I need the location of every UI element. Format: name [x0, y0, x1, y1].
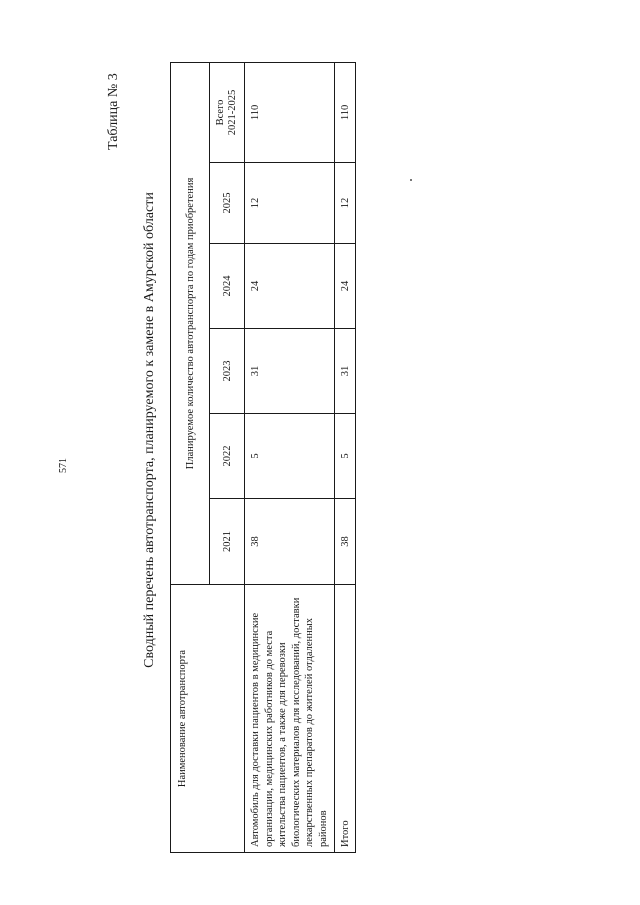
header-year: 2025: [210, 163, 245, 244]
itogo-label: Итого: [335, 585, 356, 853]
value-cell: 24: [245, 244, 335, 329]
header-total: [210, 62, 245, 162]
value-cell: 5: [245, 414, 335, 499]
header-year: 2021: [210, 499, 245, 585]
table-row: [245, 62, 335, 852]
itogo-value-cell: 31: [335, 329, 356, 414]
document-title: Сводный перечень автотранспорта, планируемого к замене в Амурской области: [142, 192, 157, 668]
table-total-row: [335, 62, 356, 852]
itogo-total-cell: 110: [335, 62, 356, 162]
table-label: Таблица № 3: [106, 73, 121, 150]
itogo-value-cell: 38: [335, 499, 356, 585]
header-planned-quantity: Планируемое количество автотранспорта по годам приобретения: [171, 62, 210, 584]
header-total-line1: Всего: [215, 99, 226, 126]
value-cell: 38: [245, 499, 335, 585]
vehicle-description: Автомобиль для доставки пациентов в медицинские организации, медицинских работников до места жительства пациентов, а также для перевозки биологических материалов для исследований, доставки лекарственных препаратов до жителей отдаленных районов: [245, 585, 335, 853]
header-year: 2023: [210, 329, 245, 414]
header-vehicle-name: Наименование автотранспорта: [171, 585, 245, 853]
header-year: 2024: [210, 244, 245, 329]
value-cell: 31: [245, 329, 335, 414]
itogo-value-cell: 12: [335, 163, 356, 244]
value-cell: 12: [245, 163, 335, 244]
total-cell: 110: [245, 62, 335, 162]
table-header-row: [171, 62, 210, 852]
header-total-line2: 2021-2025: [227, 89, 238, 136]
vehicle-replacement-table: [170, 62, 356, 853]
itogo-value-cell: 24: [335, 244, 356, 329]
itogo-value-cell: 5: [335, 414, 356, 499]
header-year: 2022: [210, 414, 245, 499]
page-number: 571: [58, 458, 69, 473]
